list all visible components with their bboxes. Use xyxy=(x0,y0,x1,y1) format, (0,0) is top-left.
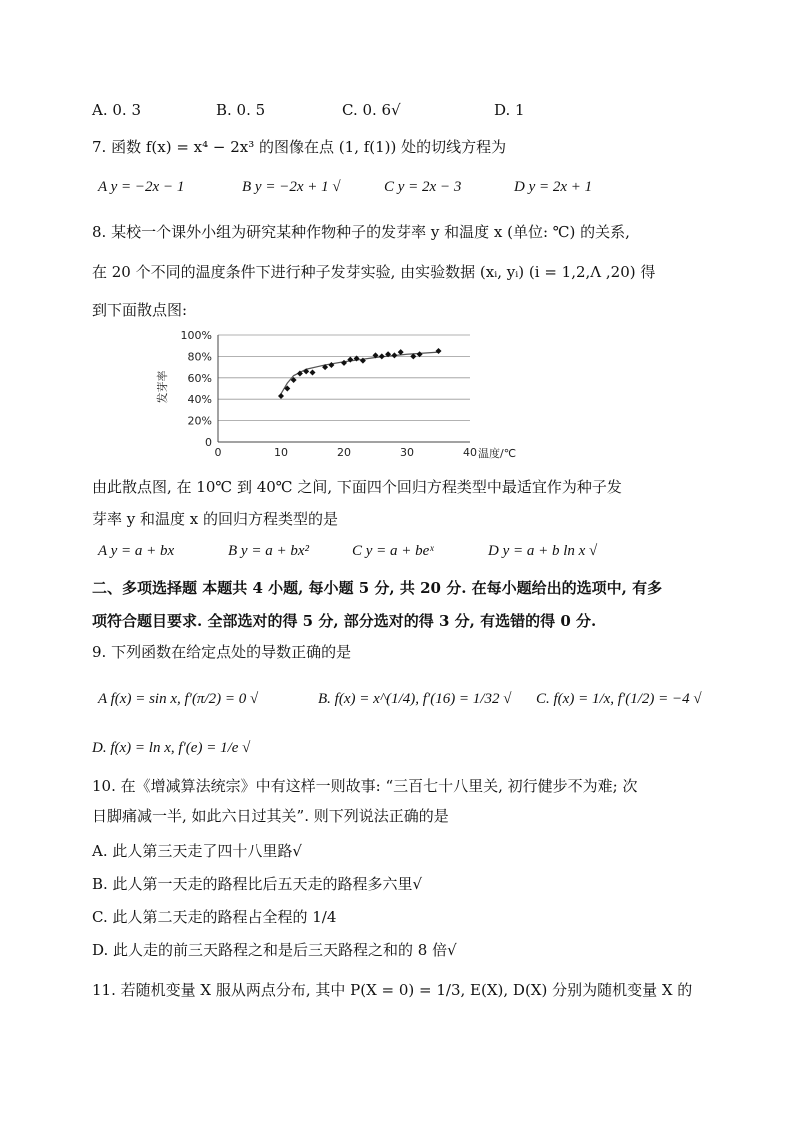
q8-stem-line3: 到下面散点图: xyxy=(92,301,188,319)
y-tick-label: 0 xyxy=(205,436,212,449)
q10-stem-line1: 10. 在《增减算法统宗》中有这样一则故事: “三百七十八里关, 初行健步不为难; 次 xyxy=(92,777,638,795)
data-point xyxy=(379,353,385,359)
q7-option-c: C y = 2x − 3 xyxy=(384,179,462,195)
data-point xyxy=(310,369,316,375)
q9-option-a: A f(x) = sin x, f′(π/2) = 0 √ xyxy=(98,691,259,707)
q6-option-d: D. 1 xyxy=(494,101,525,119)
y-tick-label: 40% xyxy=(187,393,212,407)
q9-option-c: C. f(x) = 1/x, f′(1/2) = −4 √ xyxy=(536,691,702,707)
q7-option-d: D y = 2x + 1 xyxy=(514,179,593,195)
x-tick-label: 10 xyxy=(274,446,288,459)
q8-after-line2: 芽率 y 和温度 x 的回归方程类型的是 xyxy=(92,510,339,528)
q10-option-d: D. 此人走的前三天路程之和是后三天路程之和的 8 倍√ xyxy=(92,941,457,959)
q11-stem: 11. 若随机变量 X 服从两点分布, 其中 P(X = 0) = 1/3, E(X), D(X) 分别为随机变量 X 的 xyxy=(92,981,693,999)
q10-option-c: C. 此人第二天走的路程占全程的 1/4 xyxy=(92,908,337,926)
data-point xyxy=(278,393,284,399)
x-axis-label: 温度/℃ xyxy=(478,447,517,460)
q7-stem: 7. 函数 f(x) = x⁴ − 2x³ 的图像在点 (1, f(1)) 处的切线方程为 xyxy=(92,138,507,156)
data-point xyxy=(341,360,347,366)
x-tick-label: 40 xyxy=(463,446,477,459)
q6-option-a: A. 0. 3 xyxy=(92,101,141,119)
q7-option-b: B y = −2x + 1 √ xyxy=(242,179,341,195)
q9-stem: 9. 下列函数在给定点处的导数正确的是 xyxy=(92,643,352,661)
y-axis-label: 发芽率 xyxy=(156,370,169,404)
q8-option-c: C y = a + beˣ xyxy=(352,543,434,559)
q9-option-b: B. f(x) = x^(1/4), f′(16) = 1/32 √ xyxy=(318,691,512,707)
q10-option-b: B. 此人第一天走的路程比后五天走的路程多六里√ xyxy=(92,875,423,893)
q8-option-b: B y = a + bx² xyxy=(228,543,309,559)
section2-header-line2: 项符合题目要求. 全部选对的得 5 分, 部分选对的得 3 分, 有选错的得 0 分. xyxy=(92,612,597,630)
data-point xyxy=(391,352,397,358)
x-tick-label: 30 xyxy=(400,446,414,459)
y-tick-label: 60% xyxy=(187,371,212,385)
y-tick-label: 20% xyxy=(187,414,212,428)
trend-curve xyxy=(281,352,439,394)
q6-option-b: B. 0. 5 xyxy=(216,101,266,119)
y-tick-label: 100% xyxy=(180,329,212,342)
q10-stem-line2: 日脚痛减一半, 如此六日过其关”. 则下列说法正确的是 xyxy=(92,807,449,825)
q8-stem-line2: 在 20 个不同的温度条件下进行种子发芽实验, 由实验数据 (xᵢ, yᵢ) (i = 1,2,Λ ,20) 得 xyxy=(92,263,656,281)
q8-stem-line1: 8. 某校一个课外小组为研究某种作物种子的发芽率 y 和温度 x (单位: ℃) 的关系, xyxy=(92,223,630,241)
scatter-chart xyxy=(150,325,517,460)
section2-header-line1: 二、多项选择题 本题共 4 小题, 每小题 5 分, 共 20 分. 在每小题给出的选项中, 有多 xyxy=(92,579,663,597)
data-point xyxy=(436,348,442,354)
q8-after-line1: 由此散点图, 在 10℃ 到 40℃ 之间, 下面四个回归方程类型中最适宜作为种子发 xyxy=(92,478,622,496)
q9-option-d: D. f(x) = ln x, f′(e) = 1/e √ xyxy=(92,740,251,756)
x-tick-label: 0 xyxy=(214,446,222,459)
q6-option-c: C. 0. 6√ xyxy=(342,101,401,119)
y-tick-label: 80% xyxy=(187,350,212,364)
q10-option-a: A. 此人第三天走了四十八里路√ xyxy=(92,842,302,860)
q7-option-a: A y = −2x − 1 xyxy=(98,179,185,195)
x-tick-label: 20 xyxy=(337,446,351,459)
q8-option-d: D y = a + b ln x √ xyxy=(488,543,598,559)
data-point xyxy=(328,362,334,368)
q8-option-a: A y = a + bx xyxy=(98,543,175,559)
